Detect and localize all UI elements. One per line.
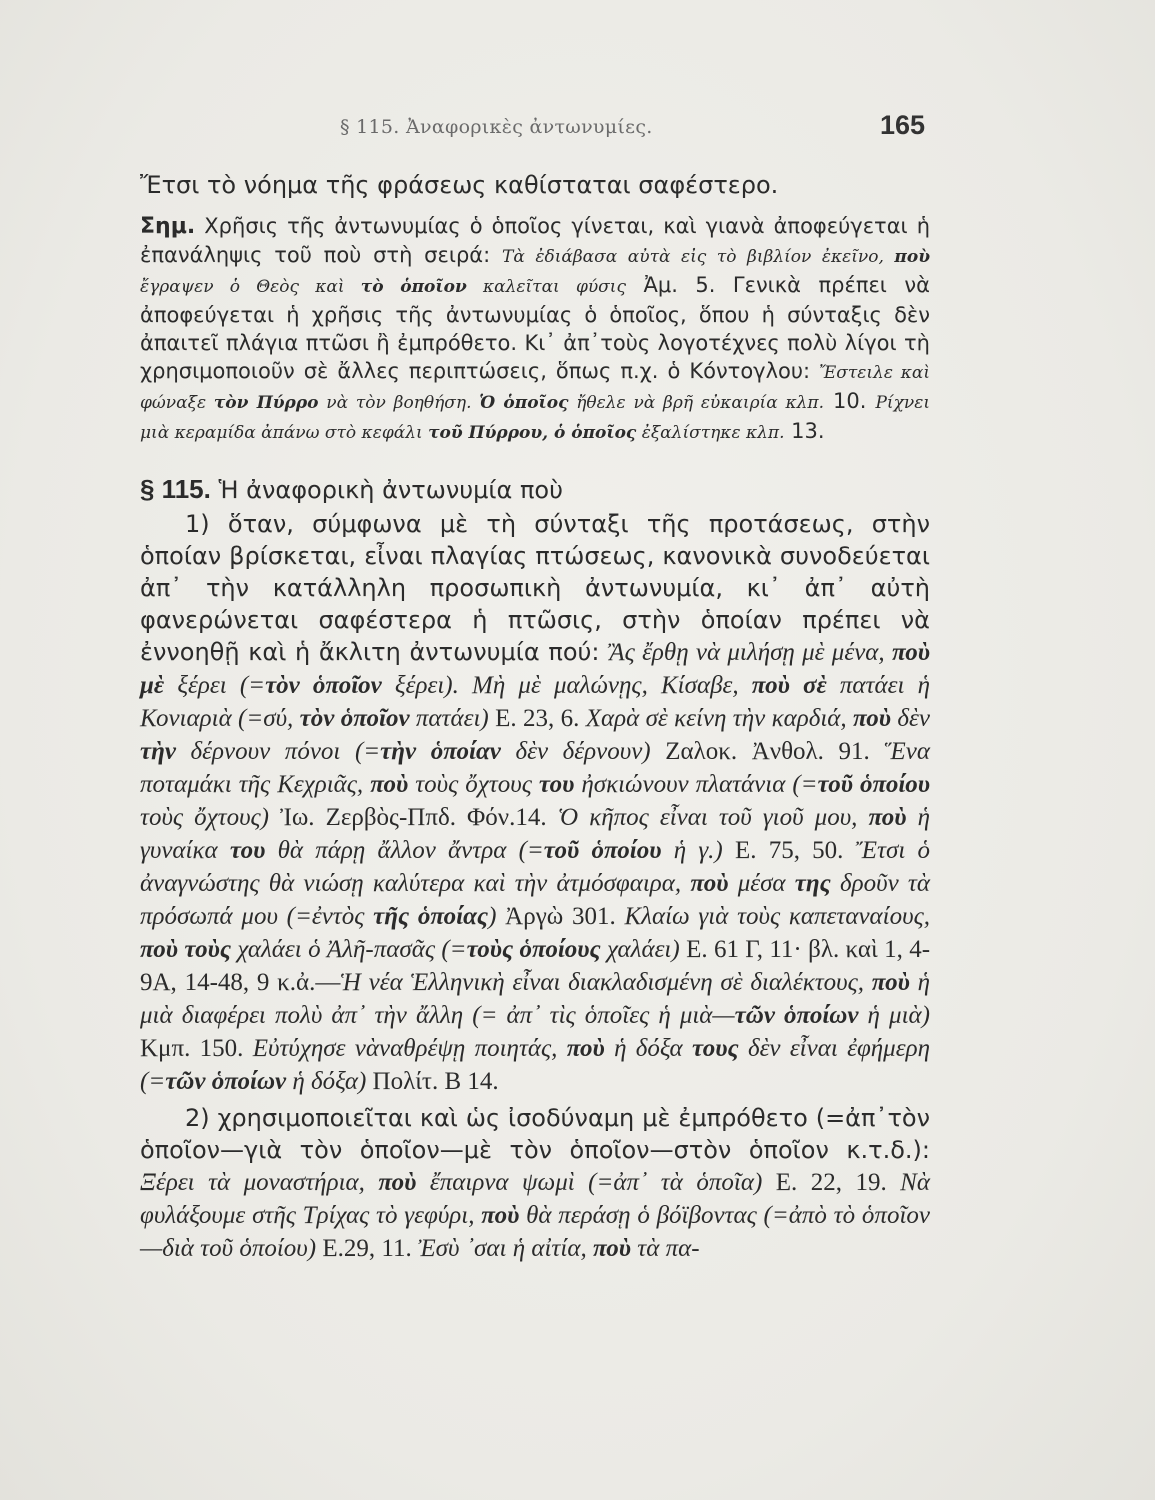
example-bold: ποὺ: [868, 804, 907, 831]
note-example-bold: τὸ ὁποῖον: [360, 277, 467, 297]
note-example-part: ἤθελε νὰ βρῆ εὐκαιρία κλπ.: [568, 393, 824, 413]
example-bold: τῶν ὁποίων: [734, 1002, 859, 1029]
note-example-part: Ρίχνει μιὰ κεραμίδα ἀπάνω στὸ κεφάλι: [140, 393, 930, 443]
example-part: μέσα: [728, 870, 795, 897]
example-part: ): [488, 903, 497, 930]
example-part: δὲν εἶναι ἐφήμερη (=: [140, 1035, 930, 1095]
example-bold: ποὺ σὲ: [751, 672, 827, 699]
source-reference: Ε. 22, 19.: [762, 1169, 901, 1196]
source-reference: Ζαλοκ. Ἀνθολ. 91.: [650, 738, 885, 765]
example-part: Ἕνα ποταμάκι τῆς Κεχριᾶς,: [140, 738, 930, 798]
note-example-bold: τοῦ Πύρρου, ὁ ὁποῖος: [428, 423, 637, 443]
example-part: Ξέρει τὰ μοναστήρια,: [140, 1169, 379, 1196]
example-bold: ποὺ: [853, 705, 892, 732]
example-part: ἡ γ.): [661, 837, 723, 864]
source-reference: Ε. 75, 50.: [722, 837, 856, 864]
example-bold: ποὺ τοὺς: [140, 936, 232, 963]
example-bold: ποὺ: [378, 1169, 417, 1196]
example-bold: τὸν ὁποῖον: [265, 672, 382, 699]
example-part: ἔπαιρνα ψωμὶ (=ἀπ᾽ τὰ ὁποῖα): [416, 1169, 763, 1196]
example-part: τοὺς ὄχτους: [408, 771, 539, 798]
example-part: ἡ γυναίκα: [140, 804, 931, 864]
example-part: Ἡ νέα Ἑλληνικὴ εἶναι διακλαδισμένη σὲ διαλέκτους,: [340, 969, 872, 996]
example-part: θὰ πάρῃ ἄλλον ἄντρα (=: [265, 837, 544, 864]
note-example-part: ἔγραψεν ὁ Θεὸς καὶ: [140, 277, 361, 297]
source-reference: Ε. 23, 6.: [488, 705, 586, 732]
source-reference: Ἀργὼ 301.: [496, 903, 625, 930]
example-part: πατάει): [409, 705, 489, 732]
example-bold: ποὺ: [566, 1035, 605, 1062]
example-part: τοὺς ὄχτους): [140, 804, 270, 831]
source-reference: Ε.29, 11.: [316, 1235, 418, 1262]
example-part: δροῦν τὰ πρόσωπά μου (=ἐντὸς: [140, 870, 930, 930]
example-bold: τὴν: [140, 738, 176, 765]
note-example-part: ἐξαλίστηκε κλπ.: [636, 423, 785, 443]
example-part: θὰ περάσῃ ὁ βόϊβοντας (=ἀπὸ τὸ ὁποῖον—διὰ τοῦ ὁποίου): [140, 1202, 930, 1262]
page-number: 165: [880, 110, 926, 140]
note-reference: 10.: [823, 389, 876, 413]
example-bold: τῆς ὁποίας: [373, 903, 489, 930]
running-head: [0, 110, 1155, 144]
example-part: δὲν: [891, 705, 930, 732]
source-reference: Ε. 61 Γ, 11· βλ. καὶ 1, 4-9Α, 14-48, 9 κ.ἀ.—: [140, 936, 931, 996]
example-part: δέρνουν πόνοι (=: [175, 738, 381, 765]
example-part: δὲν δέρνουν): [500, 738, 651, 765]
note-example-bold: Ὁ ὁποῖος: [479, 393, 569, 413]
example-bold: ποὺ μὲ: [140, 639, 930, 699]
note-reference: Ἀμ. 5.: [625, 273, 716, 297]
example-part: Εὐτύχησε νὰναθρέψῃ ποιητάς,: [252, 1035, 567, 1062]
example-part: Ἐσὺ ᾽σαι ἡ αἰτία,: [417, 1235, 593, 1262]
note-paragraph: [140, 212, 930, 447]
example-part: ξέρει). Μὴ μὲ μαλώνῃς, Κίσαβε,: [381, 672, 752, 699]
example-bold: τοῦ ὁποίου: [543, 837, 662, 864]
example-bold: τοὺς ὁποίους: [466, 936, 601, 963]
example-part: πατάει ἡ Κονιαριὰ (=σύ,: [140, 672, 930, 732]
note-reference: 13.: [784, 419, 825, 443]
example-part: ἡ μιὰ): [858, 1002, 930, 1029]
paragraph-text: 2) χρησιμοποιεῖται καὶ ὡς ἰσοδύναμη μὲ ἐμπρόθετο (=ἀπ᾽τὸν ὁποῖον—γιὰ τὸν ὁποῖον—μὲ τὸν ὁποῖον—στὸν ὁποῖον κ.τ.δ.):: [140, 1104, 930, 1164]
example-part: Ὁ κῆπος εἶναι τοῦ γιοῦ μου,: [557, 804, 869, 831]
body-text: [140, 170, 930, 1265]
example-part: ἡ δόξα: [604, 1035, 692, 1062]
note-example-part: Τὰ ἐδιάβασα αὐτὰ εἰς τὸ βιβλίον ἐκεῖνο,: [502, 247, 895, 267]
note-text: Γενικὰ πρέπει νὰ ἀποφεύγεται ἡ χρῆσις τῆς ἀντωνυμίας ὁ ὁποῖος, ὅπου ἡ σύνταξις δὲν ἀπαιτεῖ πλάγια πτῶσι ἢ ἐμπρόθετο. Κι᾽ ἀπ᾽τοὺς λογοτέχνες πολὺ λίγοι τὴ χρησιμοποιοῦν σὲ ἄλλες περιπτώσεις, ὅπως π.χ. ὁ Κόντογλου:: [140, 273, 930, 383]
note-example-part: Ἔστειλε καὶ φώναξε: [140, 363, 930, 413]
section-title: Ἡ ἀναφορικὴ ἀντωνυμία ποὺ: [210, 476, 563, 504]
note-example-bold: ποὺ: [894, 247, 930, 267]
example-part: ἠσκιώνουν πλατάνια (=: [574, 771, 818, 798]
example: [418, 1235, 700, 1262]
note-label: Σημ.: [140, 214, 196, 239]
example-bold: ποὺ: [592, 1235, 631, 1262]
example-part: ἡ δόξα): [286, 1068, 367, 1095]
section-number: § 115.: [140, 474, 211, 504]
example-bold: τὸν ὁποῖον: [299, 705, 410, 732]
example-bold: της: [794, 870, 831, 897]
intro-sentence: Ἔτσι τὸ νόημα τῆς φράσεως καθίσταται σαφέστερο.: [140, 171, 779, 199]
note-text: Χρῆσις τῆς ἀντωνυμίας ὁ ὁποῖος γίνεται, καὶ γιανὰ ἀποφεύγεται ἡ ἐπανάληψις τοῦ ποὺ στὴ σειρά:: [140, 214, 930, 267]
example-bold: του: [229, 837, 266, 864]
example-part: τὰ πα-: [631, 1235, 700, 1262]
source-reference: Ἰω. Ζερβὸς-Ππδ. Φόν.14.: [269, 804, 558, 831]
example-bold: του: [538, 771, 575, 798]
example-part: Κλαίω γιὰ τοὺς καπεταναίους,: [624, 903, 930, 930]
note-example-part: καλεῖται φύσις: [466, 277, 626, 297]
example-bold: ποὺ: [370, 771, 409, 798]
example-bold: τῶν ὁποίων: [165, 1068, 287, 1095]
example-part: χαλάει ὁ Ἀλῆ-πασᾶς (=: [231, 936, 467, 963]
paragraph-1: [140, 508, 930, 1098]
example-part: ξέρει (=: [164, 672, 266, 699]
example-part: χαλάει): [600, 936, 680, 963]
example-bold: τὴν ὁποίαν: [380, 738, 501, 765]
source-reference: Πολίτ. Β 14.: [366, 1068, 499, 1095]
example-part: ἡ μιὰ διαφέρει πολὺ ἀπ᾽ τὴν ἄλλη (= ἀπ᾽ τὶς ὁποῖες ἡ μιὰ—: [140, 969, 930, 1029]
paragraph-text: 1) ὅταν, σύμφωνα μὲ τὴ σύνταξι τῆς προτάσεως, στὴν ὁποίαν βρίσκεται, εἶναι πλαγίας πτώσεως, κανονικὰ συνοδεύεται ἀπ᾽ τὴν κατάλληλη προσωπικὴ ἀντωνυμία, κι᾽ ἀπ᾽ αὐτὴ φανερώνεται σαφέστερα ἡ πτῶσις, στὴν ὁποίαν πρέπει νὰ ἐννοηθῇ καὶ ἡ ἄκλιτη ἀντωνυμία πού:: [140, 510, 930, 666]
example-bold: τοῦ ὁποίου: [817, 771, 931, 798]
example-part: Χαρὰ σὲ κείνη τὴν καρδιά,: [585, 705, 854, 732]
source-reference: Κμπ. 150.: [140, 1035, 253, 1062]
example: [140, 1169, 762, 1196]
example-part: Ἔτσι ὁ ἀναγνώστης θὰ νιώσῃ καλύτερα καὶ τὴν ἀτμόσφαιρα,: [140, 837, 930, 897]
example-bold: ποὺ: [690, 870, 729, 897]
example: [140, 1035, 930, 1095]
example-bold: ποὺ: [871, 969, 910, 996]
note-example-part: νὰ τὸν βοηθήση.: [318, 393, 480, 413]
section-heading: [140, 471, 930, 508]
paragraph-2: [140, 1102, 930, 1265]
example-part: Ἂς ἔρθῃ νὰ μιλήσῃ μὲ μένα,: [608, 639, 892, 666]
note-example-bold: τὸν Πύρρο: [213, 393, 319, 413]
running-head-title: § 115. Ἀναφορικὲς ἀντωνυμίες.: [340, 116, 653, 138]
example-bold: τους: [692, 1035, 739, 1062]
example-part: Νὰ φυλάξουμε στῆς Τρίχας τὸ γεφύρι,: [140, 1169, 930, 1229]
example-bold: ποὺ: [481, 1202, 520, 1229]
